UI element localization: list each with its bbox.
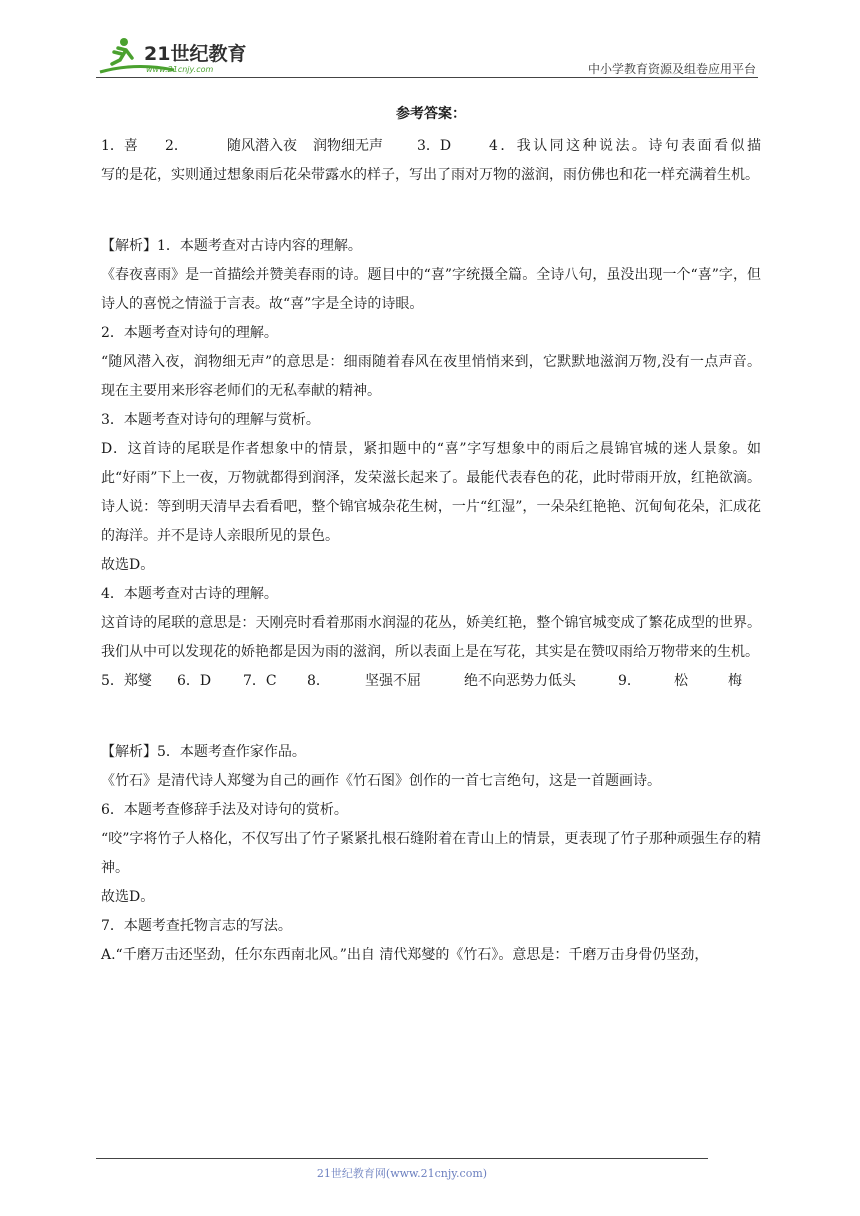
footer-divider xyxy=(96,1158,708,1159)
analysis-6-choice: 故选D。 xyxy=(101,889,155,905)
analysis-5-heading: 【解析】5．本题考查作家作品。 xyxy=(101,744,306,760)
analysis-2-heading: 2．本题考查对诗句的理解。 xyxy=(101,325,278,341)
analysis-3-heading: 3．本题考查对诗句的理解与赏析。 xyxy=(101,412,320,428)
svg-text:21世纪教育: 21世纪教育 xyxy=(144,43,247,65)
analysis-7-paragraph: A.“千磨万击还坚劲，任尔东西南北风。”出自 清代郑燮的《竹石》。意思是：千磨万击身骨仍坚劲， xyxy=(101,947,709,963)
answer-q8-number: 8． xyxy=(307,673,330,689)
footer-text: 21世纪教育网(www.21cnjy.com) xyxy=(316,1167,488,1180)
answer-q2-line2: 润物细无声 xyxy=(313,138,383,154)
analysis-4-heading: 4．本题考查对古诗的理解。 xyxy=(101,586,278,602)
platform-name: 中小学教育资源及组卷应用平台 xyxy=(587,62,756,76)
answer-row-1-4 xyxy=(101,132,761,161)
answer-q8-a: 坚强不屈 xyxy=(365,673,421,689)
header-divider xyxy=(96,77,758,78)
answer-content xyxy=(101,100,761,970)
answer-q2-line1: 随风潜入夜 xyxy=(227,138,297,154)
answer-q3: 3．D xyxy=(417,138,452,154)
answer-q4-rest: 写的是花，实则通过想象雨后花朵带露水的样子，写出了雨对万物的滋润，雨仿佛也和花一样充满着生机。 xyxy=(101,167,759,183)
answer-q9-number: 9． xyxy=(618,673,641,689)
analysis-7-heading: 7．本题考查托物言志的写法。 xyxy=(101,918,292,934)
analysis-5-paragraph: 《竹石》是清代诗人郑燮为自己的画作《竹石图》创作的一首七言绝句，这是一首题画诗。 xyxy=(101,773,661,789)
site-logo xyxy=(96,34,266,76)
analysis-6-paragraph: “咬”字将竹子人格化，不仅写出了竹子紧紧扎根石缝附着在青山上的情景，更表现了竹子那种顽强生存的精神。 xyxy=(101,831,761,876)
answer-q2-number: 2． xyxy=(165,138,188,154)
analysis-3-paragraph: D．这首诗的尾联是作者想象中的情景，紧扣题中的“喜”字写想象中的雨后之晨锦官城的迷人景象。如此“好雨”下上一夜，万物就都得到润泽，发荣滋长起来了。最能代表春色的花，此时带雨开放，红艳欲滴。诗人说：等到明天清早去看看吧，整个锦官城杂花生树，一片“红湿”，一朵朵红艳艳、沉甸甸花朵，汇成花的海洋。并不是诗人亲眼所见的景色。 xyxy=(101,441,761,544)
answer-q4-start: 4．我认同这种说法。诗句表面看似描 xyxy=(489,138,761,154)
analysis-1-paragraph: 《春夜喜雨》是一首描绘并赞美春雨的诗。题目中的“喜”字统摄全篇。全诗八句，虽没出现一个“喜”字，但诗人的喜悦之情溢于言表。故“喜”字是全诗的诗眼。 xyxy=(101,267,761,312)
answer-q1: 1．喜 xyxy=(101,138,138,154)
answer-q5: 5．郑燮 xyxy=(101,673,152,689)
answer-q9-a: 松 xyxy=(674,673,688,689)
answer-q9-b: 梅 xyxy=(728,673,742,689)
analysis-4-paragraph: 这首诗的尾联的意思是：天刚亮时看着那雨水润湿的花丛，娇美红艳，整个锦官城变成了繁花成型的世界。我们从中可以发现花的娇艳都是因为雨的滋润，所以表面上是在写花，其实是在赞叹雨给万物带来的生机。 xyxy=(101,615,761,660)
answer-row-5-9 xyxy=(101,667,761,696)
answers-title: 参考答案： xyxy=(396,106,466,122)
answer-q7: 7．C xyxy=(243,673,277,689)
page-header xyxy=(96,34,758,78)
answer-q6: 6．D xyxy=(177,673,212,689)
analysis-1-heading: 【解析】1．本题考查对古诗内容的理解。 xyxy=(101,238,362,254)
svg-text:www.21cnjy.com: www.21cnjy.com xyxy=(146,65,214,74)
analysis-3-choice: 故选D。 xyxy=(101,557,155,573)
analysis-6-heading: 6．本题考查修辞手法及对诗句的赏析。 xyxy=(101,802,348,818)
analysis-2-paragraph: “随风潜入夜，润物细无声”的意思是：细雨随着春风在夜里悄悄来到，它默默地滋润万物,没有一点声音。现在主要用来形容老师们的无私奉献的精神。 xyxy=(101,354,761,399)
answer-q8-b: 绝不向恶势力低头 xyxy=(464,673,576,689)
